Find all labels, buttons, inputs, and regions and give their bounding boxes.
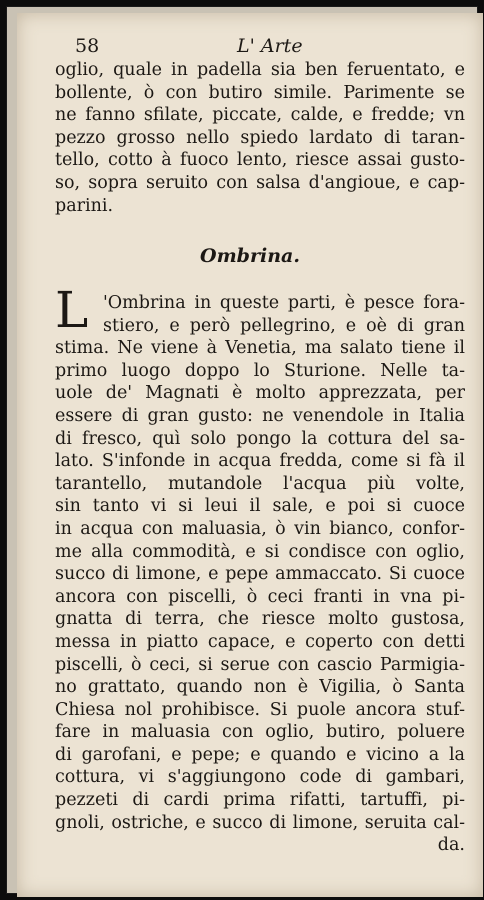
text-line: no grattato, quando non è Vigilia, ò Santa — [55, 677, 465, 698]
text-line: essere di gran gusto: ne venendole in Italia — [55, 405, 465, 426]
text-line: tarantello, mutandole l'acqua più volte, — [55, 473, 465, 494]
text-line: so, sopra seruito con salsa d'angioue, e cap- — [55, 172, 465, 193]
text-line: tello, cotto à fuoco lento, riesce assai gusto- — [55, 150, 465, 171]
text-line: ancora con piscelli, ò ceci franti in vna pi- — [55, 586, 465, 607]
drop-cap: L — [55, 281, 89, 339]
text-line: messa in piatto capace, e coperto con detti — [55, 631, 465, 652]
text-line: primo luogo doppo lo Sturione. Nelle ta- — [55, 360, 465, 381]
text-line: parini. — [55, 195, 114, 216]
text-line: bollente, ò con butiro simile. Parimente se — [55, 82, 465, 103]
text-line: stiero, e però pellegrino, e oè di gran — [103, 315, 465, 336]
page-number: 58 — [75, 35, 100, 57]
section-heading: Ombrina. — [200, 245, 300, 267]
text-line: oglio, quale in padella sia ben feruentato, e — [55, 60, 465, 80]
text-line: Chiesa nol prohibisce. Si puole ancora stuf- — [55, 699, 465, 720]
text-line: da. — [437, 835, 465, 856]
text-line: 'Ombrina in queste parti, è pesce fora- — [103, 293, 465, 313]
text-line: sin tanto vi si leui il sale, e poi si cuoce — [55, 496, 465, 517]
book-page — [17, 13, 483, 897]
text-line: piscelli, ò ceci, si serue con cascio Parmigia- — [55, 654, 465, 675]
text-line: lato. S'infonde in acqua fredda, come si fà il — [55, 451, 465, 472]
text-line: in acqua con maluasia, ò vin bianco, confor- — [55, 518, 465, 539]
text-line: fare in maluasia con oglio, butiro, poluere — [55, 722, 465, 743]
text-line: pezzeti di cardi prima rifatti, tartuffi, pi- — [55, 790, 465, 811]
scan-frame — [6, 6, 478, 894]
paragraph-ombrina — [55, 292, 465, 857]
page-header — [67, 35, 467, 59]
text-line: di garofani, e pepe; e quando e vicino a la — [55, 744, 465, 765]
text-line: gnoli, ostriche, e succo di limone, seruita cal- — [55, 812, 466, 833]
text-line: uole de' Magnati è molto apprezzata, per — [55, 383, 465, 404]
text-line: stima. Ne viene à Venetia, ma salato tiene il — [55, 338, 465, 359]
text-line: di fresco, quì solo pongo la cottura del sa- — [55, 428, 465, 449]
text-line: ne fanno sfilate, piccate, calde, e fredde; vn — [55, 105, 465, 126]
paragraph-continuation — [55, 59, 465, 217]
text-line: cottura, vi s'aggiungono code di gambari, — [55, 767, 465, 788]
text-line: succo di limone, e pepe ammaccato. Si cuoce — [55, 564, 465, 585]
text-line: me alla commodità, e si condisce con oglio, — [55, 541, 465, 562]
text-line: pezzo grosso nello spiedo lardato di taran- — [55, 127, 465, 148]
running-title: L' Arte — [237, 35, 303, 57]
text-line: gnatta di terra, che riesce molto gustosa, — [55, 609, 465, 630]
